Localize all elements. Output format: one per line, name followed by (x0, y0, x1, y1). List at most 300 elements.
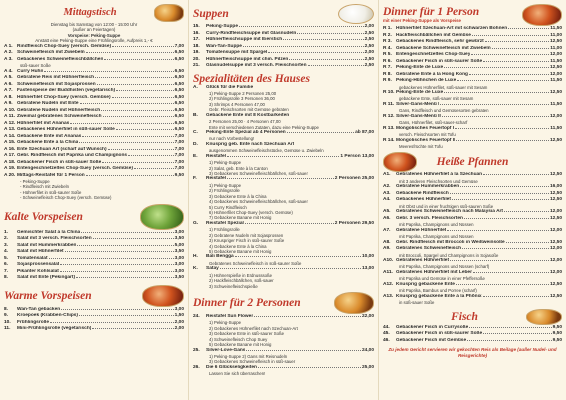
dot-leader (227, 178, 334, 179)
item-name: Entengeschnetzeltes Chop-Suey (396, 52, 471, 57)
dinner2-list (193, 314, 374, 377)
item-description: 1) Peking-Suppe (209, 320, 242, 326)
dot-leader (92, 328, 173, 329)
item-name: Gebr. 3 versch. Fleischsorten (396, 215, 463, 221)
item-description: Gebr. Fleischsorten mit Gemüse gebraten (209, 107, 289, 113)
item-name: Reistafel (206, 153, 226, 159)
item-name: Gebr. Rindfleisch mit Broccoli in Weißweinsoße (396, 239, 505, 245)
item-number: 21. (193, 63, 200, 68)
item-number: 15. (193, 24, 200, 29)
item-name: Glück für die Familie (206, 84, 254, 90)
dot-leader (297, 33, 363, 34)
dot-leader (86, 52, 174, 53)
item-name: Gebackener Fisch in süß-saurer Soße (396, 331, 483, 337)
heisse-list (383, 172, 562, 305)
item-price: 12,50 (549, 197, 562, 203)
kalte-list (4, 230, 184, 282)
item-price: 6,50 (174, 50, 184, 56)
dot-leader (82, 136, 173, 137)
dot-leader (220, 268, 361, 269)
item-price: 3,50 (174, 236, 184, 242)
item-number: A 15. (4, 140, 16, 146)
item-price: 12,50 (549, 39, 562, 44)
column-left (0, 0, 188, 400)
item-name: Gebratenes Schweinefleisch nach Malaysia Art (396, 209, 503, 215)
item-name: Hackfleischbällchen mit Gemüse (396, 32, 471, 38)
spring-roll-photo (142, 285, 184, 307)
dot-leader (104, 59, 173, 60)
item-number: A6. (383, 215, 391, 221)
item-description: Meeresfrüchte mit Tofu (399, 144, 443, 150)
dot-leader (60, 264, 173, 265)
item-description: 2) Frühlingsrolle (209, 188, 240, 194)
item-name: Gebackene Rindfleisch (396, 190, 449, 196)
item-price: 12,00 (549, 71, 562, 77)
item-name: Rindfleisch Chop-Suey (versch. Gemüse) (17, 43, 112, 49)
item-number: A. (193, 84, 198, 90)
item-price: 2 Personen 29,50 (334, 220, 374, 226)
item-price: 1,50 (174, 313, 184, 319)
item-name: Hühnerfleischsuppe mit chin. Pilzen (206, 56, 289, 62)
item-description: 3) Gebackenes Schweinefleisch in süß-sauer (209, 359, 296, 365)
item-number: A 11. (4, 114, 16, 120)
spezial-list (193, 85, 374, 289)
item-name: Gebratenes Hühnerfilet (396, 257, 450, 263)
dot-leader (506, 242, 549, 243)
mittagstisch-list (4, 44, 184, 201)
item-price: 22,00 (361, 313, 374, 319)
item-number: 18. (193, 43, 200, 49)
item-description: mit Obst und in einer fruchtigen süß-sauren Soße (399, 203, 494, 209)
item-price: 6,50 (174, 101, 184, 107)
dot-leader (44, 71, 173, 72)
item-name: Mittags-Reistafel für 1 Person (17, 172, 85, 178)
item-number: 46. (383, 337, 390, 343)
dot-leader (444, 92, 549, 93)
item-price: 3,00 (174, 306, 184, 312)
dot-leader (455, 128, 549, 129)
kalte-header (4, 204, 184, 230)
item-number: A 14. (4, 133, 16, 139)
item-number: 9. (4, 313, 9, 319)
item-description: Lassen Sie sich überraschen! (209, 371, 266, 377)
item-name: Die 6 Glückseligkeiten (206, 364, 257, 370)
item-price: 3,50 (174, 249, 184, 255)
item-price: 7,00 (174, 153, 184, 159)
dot-leader (457, 80, 549, 81)
item-number: A 2. (4, 50, 13, 56)
item-description: gebackene Ente, süß-sauer mit Sesam (399, 96, 474, 102)
item-number: 5. (4, 255, 9, 261)
dot-leader (456, 284, 549, 285)
item-price: 6,50 (174, 81, 184, 87)
dot-leader (50, 322, 174, 323)
item-name: Ente Szechuan Art (scharf auf Wunsch) (17, 146, 107, 152)
menu-item (4, 326, 184, 333)
dot-leader (239, 26, 364, 27)
item-number: A 10. (4, 107, 16, 113)
item-description: - Rindfleisch mit Zwiebeln (20, 184, 69, 190)
item-description: mit Broccoli, Spargel und Champignons in Sojasoße (399, 252, 499, 258)
dot-leader (450, 193, 549, 194)
dot-leader (504, 211, 549, 212)
item-number: R 14. (383, 137, 395, 143)
item-description: Ente mit verschiedenen Zutaten, dazu eine Peking-Suppe (209, 124, 319, 130)
item-description: 1) Peking-Suppe (209, 182, 242, 188)
item-name: Sojasprossensalat (17, 262, 60, 268)
dot-leader (447, 230, 549, 231)
mittagstisch-title: Mittagstisch (63, 7, 117, 18)
item-number: R 10. (383, 89, 395, 95)
dot-leader (61, 309, 173, 310)
item-name: Knusprig gebackene Ente (396, 281, 455, 287)
item-name: Salat mit Hummerkrabben (17, 242, 77, 248)
item-name: Peking-Hühnchen de Luxe (396, 78, 457, 83)
item-name: Gebratene Hummerkrabben (396, 184, 460, 190)
item-price: 11,00 (550, 32, 562, 38)
item-number: A4. (383, 197, 391, 203)
item-price: 2,50 (364, 37, 374, 42)
item-price: 7,00 (174, 140, 184, 146)
dot-leader (77, 245, 173, 246)
item-number: G. (193, 220, 199, 226)
item-price: 6,50 (174, 114, 184, 120)
item-name: Fastenspeise der Buddhisten (vegetarisch) (17, 88, 116, 94)
item-description: 4) Gebackenes Schweinefleischbällchen, süß-sauer (209, 199, 308, 205)
dot-leader (243, 46, 364, 47)
item-name: Mongolisches Feuertopf I (396, 125, 455, 131)
dinner1-header (383, 4, 562, 26)
item-number: A1. (383, 172, 391, 178)
item-name: Mongolisches Feuertopf II (396, 137, 456, 143)
fisch-header (383, 309, 562, 325)
item-number: 3. (4, 242, 9, 248)
item-description: 1) Peking-Suppe 2 Personen 25,00 (209, 91, 277, 96)
item-price: 12,50 (549, 89, 562, 95)
dot-leader (456, 140, 549, 141)
dot-leader (473, 272, 549, 273)
item-number: 4. (4, 249, 9, 255)
item-name: Pikanter Kohlsalat (17, 268, 59, 274)
item-name: Curry-Rindfleischsuppe mit Glasnudeln (206, 30, 297, 36)
item-name: Zweimal gebratenes Schweinefleisch (17, 114, 102, 120)
item-number: R 12. (383, 113, 395, 119)
item-description: süß-sauer Soße (20, 63, 51, 69)
item-description: in süß-sauer Soße (399, 300, 435, 306)
item-price: 3,00 (174, 229, 184, 235)
dot-leader (245, 223, 334, 224)
item-name: Gebr. Rindfleisch mit Paprika und Champignons (17, 153, 128, 159)
item-name: Gebackene Ente mit 8 Kostbarkeiten (206, 112, 290, 118)
item-name: Wan-Tan gebacken (17, 306, 61, 312)
item-description: 2) Gebackenes Hühnerfilet nach Szechuan-Art (209, 325, 298, 331)
item-description: 7) Gebackene Banane mit Honig (209, 215, 272, 221)
item-price: 6,50 (174, 120, 184, 126)
item-price: 6,50 (174, 94, 184, 100)
item-price: 24,00 (361, 347, 374, 353)
item-number: A 20. (4, 172, 16, 178)
dinner1-subtitle: mit einer Peking-Suppe als Vorspeise (383, 18, 461, 24)
item-price: 9,50 (552, 324, 562, 330)
item-name: Gemischter Salat à la China (17, 229, 81, 235)
item-number: A 6. (4, 81, 13, 87)
item-name: Gebratenes Hühnerfilet mit Leber (396, 269, 472, 275)
item-number: 6. (4, 262, 9, 268)
item-name: Wan-Tan-Suppe (206, 43, 242, 49)
item-name: Gebratene Nudeln mit Ente (17, 101, 79, 107)
item-description: 2 Personen 25,00 · 4 Personen 47,00 (209, 119, 281, 125)
item-number: A 12. (4, 120, 16, 126)
column-middle (188, 0, 378, 400)
mittagstisch-note: Anstatt eine Peking-Suppe eine Frühlingsrolle, Aufpreis 1,- € (35, 38, 153, 44)
item-number: E. (193, 153, 198, 159)
item-number: 16. (193, 30, 200, 36)
dinner1-list (383, 26, 562, 149)
item-number: A2. (383, 184, 391, 190)
item-number: R 11. (383, 101, 395, 107)
item-number: R 3. (383, 39, 392, 44)
dot-leader (483, 61, 549, 62)
item-number: F. (193, 176, 197, 182)
dot-leader (469, 74, 549, 75)
dot-leader (469, 327, 551, 328)
item-number: C. (193, 129, 198, 135)
item-description: mit Paprika, Champignons und Nüssen (399, 222, 474, 228)
item-number: R 13. (383, 125, 395, 131)
item-number: A 9. (4, 101, 13, 107)
item-name: Curry Huhn (17, 68, 44, 74)
dot-leader (471, 54, 549, 55)
dot-leader (86, 175, 174, 176)
dot-leader (485, 41, 549, 42)
item-price: 12,00 (549, 246, 562, 252)
item-number: R 9. (383, 78, 392, 83)
item-description: - Schweinefleisch Chop-Suey (versch. Gemüse) (20, 195, 112, 201)
item-number: B. (193, 112, 198, 118)
item-price: 6,50 (174, 68, 184, 74)
dot-leader (444, 67, 549, 68)
item-name: Reistafel Spezial (206, 220, 244, 226)
item-name: Kroepoek (Krabben-Chips) (17, 313, 79, 319)
item-name: Frühlingsrolle (17, 319, 49, 325)
item-name: Gebackener Fisch in süß-saurer Soße (396, 58, 483, 64)
lunch-dish-photo (154, 4, 184, 22)
item-price: 11,50 (550, 26, 562, 31)
dot-leader (442, 116, 549, 117)
item-name: Gebackener Fisch in Currysoße (396, 324, 469, 330)
item-price: 12,50 (549, 65, 562, 70)
item-description: ausgenommen Schweinefleischstücke, Gemüse u. Zwiebeln (209, 148, 324, 154)
item-price: 11,50 (550, 125, 562, 131)
item-number: 19. (193, 50, 200, 55)
item-name: Salat mit Ente (Pekingart) (17, 275, 76, 281)
item-price: ab 87,00 (355, 129, 374, 135)
item-number: D. (193, 141, 198, 147)
dot-leader (102, 162, 173, 163)
suppen-title: Suppen (193, 8, 229, 20)
item-description: Gans, Rindfleisch und Gemüsesorten gebraten (399, 108, 489, 114)
item-name: Gebackene Schweinefleisch mit Zwiebeln (396, 45, 491, 51)
item-description: - Peking-Suppe (20, 179, 50, 185)
item-name: Peking-Ente Spezial ab 4 Personen (206, 129, 286, 135)
item-price: 12,00 (549, 227, 562, 233)
item-price: 9,50 (552, 331, 562, 337)
item-price: 12,00 (549, 113, 562, 119)
dot-leader (483, 296, 549, 297)
item-number: 25. (193, 347, 200, 353)
dot-leader (460, 186, 549, 187)
item-price: 7,00 (174, 133, 184, 139)
dot-leader (450, 260, 549, 261)
item-description: 6) Hühnerfilet Chop-Suey (versch. Gemüse) (209, 210, 293, 215)
item-description: 5) Gebackene Banane mit Honig (209, 248, 272, 254)
item-price: 2,00 (174, 319, 184, 325)
item-price: 6,50 (174, 75, 184, 81)
dot-leader (258, 367, 361, 368)
item-price: 12,50 (549, 293, 562, 299)
suppen-header (193, 4, 374, 24)
spezial-title: Spezialitäten des Hauses (193, 72, 310, 85)
item-name: Gebratene Reis mit Hühnerfleisch (17, 75, 95, 81)
item-price: 6,50 (174, 88, 184, 94)
item-name: Mini-Frühlingsrolle (vegetarisch) (17, 326, 92, 332)
item-number: 45. (383, 331, 390, 337)
item-description: 3) Gebackene Ente à la China (209, 193, 267, 199)
item-number: A 3. (4, 56, 13, 62)
item-name: Gebratenes Hühnerfilet à la Szechuan (396, 172, 483, 178)
item-description: 1) Peking-Suppe 2) Gans mit Reisnudeln (209, 354, 288, 359)
item-number: R 1. (383, 26, 392, 31)
item-price: 7,00 (174, 166, 184, 172)
item-number: A 16. (4, 146, 16, 152)
dot-leader (70, 123, 173, 124)
dot-leader (76, 277, 174, 278)
dot-leader (308, 65, 364, 66)
item-price: 3,00 (174, 262, 184, 268)
item-name: Entengeschnetzeltes Chop-Suey (versch. Gemüse) (17, 166, 133, 172)
item-price: 6,50 (174, 56, 184, 62)
item-price: 1 Person 13,00 (340, 153, 374, 159)
item-number: A 4. (4, 68, 13, 74)
item-name: Silver-Gans-Menü I (396, 101, 440, 107)
dot-leader (112, 97, 174, 98)
item-number: 7. (4, 268, 9, 274)
item-number: A5. (383, 209, 391, 215)
item-number: 10. (4, 319, 11, 325)
item-name: Gebackenes Hühnerfilet in süß-sauer Soße (17, 127, 115, 133)
dot-leader (128, 155, 174, 156)
dot-leader (483, 174, 549, 175)
item-price: 6,50 (174, 127, 184, 133)
item-name: Gebackenes Hühnerfilet (396, 197, 451, 203)
item-name: Gebackenes Rindfleisch, sehr gewürzt (396, 39, 484, 44)
heisse-header (383, 152, 562, 172)
item-name: Gebackenes Schweinefleischbällchen (17, 56, 104, 62)
item-number: 44. (383, 324, 390, 330)
item-price: 12,00 (549, 257, 562, 263)
item-price: 12,50 (549, 239, 562, 245)
item-number: R 8. (383, 71, 392, 77)
item-number: A13. (383, 293, 394, 299)
item-description: 1) Peking-Suppe (209, 160, 242, 166)
item-name: Silver-Gans-Menü II (396, 113, 441, 119)
fisch-title: Fisch (451, 310, 478, 323)
item-description: mit Paprika, Champignons und Nüssen (399, 234, 474, 240)
item-description: mit Paprika, Bambus und Porree (scharf) (399, 288, 477, 294)
item-name: Schweinefleisch mit Zwiebeln (17, 50, 85, 56)
item-number: A3. (383, 190, 391, 196)
fish-photo (526, 309, 562, 325)
fisch-list (383, 325, 562, 345)
dinner-photo (522, 4, 562, 26)
dot-leader (60, 271, 174, 272)
item-name: Peking-Suppe (206, 24, 238, 29)
item-description: nur nach Vorbestellung! (209, 136, 255, 142)
dot-leader (492, 48, 550, 49)
item-number: R 6. (383, 58, 392, 64)
item-price: 2,00 (364, 24, 374, 29)
warme-list (4, 307, 184, 333)
dot-leader (254, 316, 361, 317)
dot-leader (79, 315, 174, 316)
item-name: Gebackene Ente mit Ananas (17, 133, 82, 139)
item-name: Satay (206, 266, 219, 272)
item-price: 12,50 (549, 137, 562, 143)
item-price: 12,00 (549, 209, 562, 215)
item-number: A 5. (4, 75, 13, 81)
item-number: 2. (4, 236, 9, 242)
item-name: Gebratene Hühnerfilet (396, 227, 447, 233)
dot-leader (483, 333, 552, 334)
item-price: 12,00 (549, 269, 562, 275)
item-description: 1) Frühlingsrolle (209, 227, 240, 233)
item-description: 4) Schweinefleisch Chop Suey (209, 336, 268, 342)
item-name: Salat mit Hühnerfilet (17, 249, 64, 255)
dot-leader (112, 46, 174, 47)
item-name: Gebratenes Schweinefleisch (396, 246, 462, 252)
item-number: A12. (383, 281, 394, 287)
item-number: A 13. (4, 127, 16, 133)
kalte-title: Kalte Vorspeisen (4, 210, 83, 223)
item-name: Gebackener Fisch mit Gemüse (396, 337, 467, 343)
dot-leader (81, 232, 173, 233)
item-name: Knusprig geb. Ente nach Szechuan Art (206, 141, 295, 147)
item-name: Hühnerfilet Szechuan-Art mit schwarzen Bohnen (396, 26, 508, 31)
item-description: - Hühnerfilet in süß-saurer Soße (20, 189, 82, 195)
item-price: 11,50 (550, 58, 562, 64)
dot-leader (287, 132, 354, 133)
item-price: 2 Personen 25,00 (334, 176, 374, 182)
item-number: R 7. (383, 65, 392, 70)
dot-leader (93, 238, 174, 239)
mittagstisch-note: Dienstag bis Samstag von 12:00 - 15:00 Uhr (50, 22, 138, 27)
dot-leader (227, 156, 339, 157)
item-number: A 7. (4, 88, 13, 94)
item-description: mit Paprika und Gemüse in einer Pfeffersoße (399, 276, 485, 282)
item-price: 10,00 (361, 254, 374, 260)
item-number: 1. (4, 229, 9, 235)
item-price: 2,50 (364, 56, 374, 62)
item-price: 6,50 (174, 107, 184, 113)
item-name: Salat mit 3 versch. Fleischsorten (17, 236, 92, 242)
item-name: Bali Bengga (206, 254, 234, 260)
item-description: 3) Knuspriger Fisch in süß-saurer Soße (209, 238, 285, 244)
item-name: Reistafel Sun Flower (206, 313, 254, 319)
dot-leader (108, 149, 174, 150)
dot-leader (472, 35, 549, 36)
warme-header (4, 285, 184, 307)
hot-pan-photo (383, 152, 417, 172)
